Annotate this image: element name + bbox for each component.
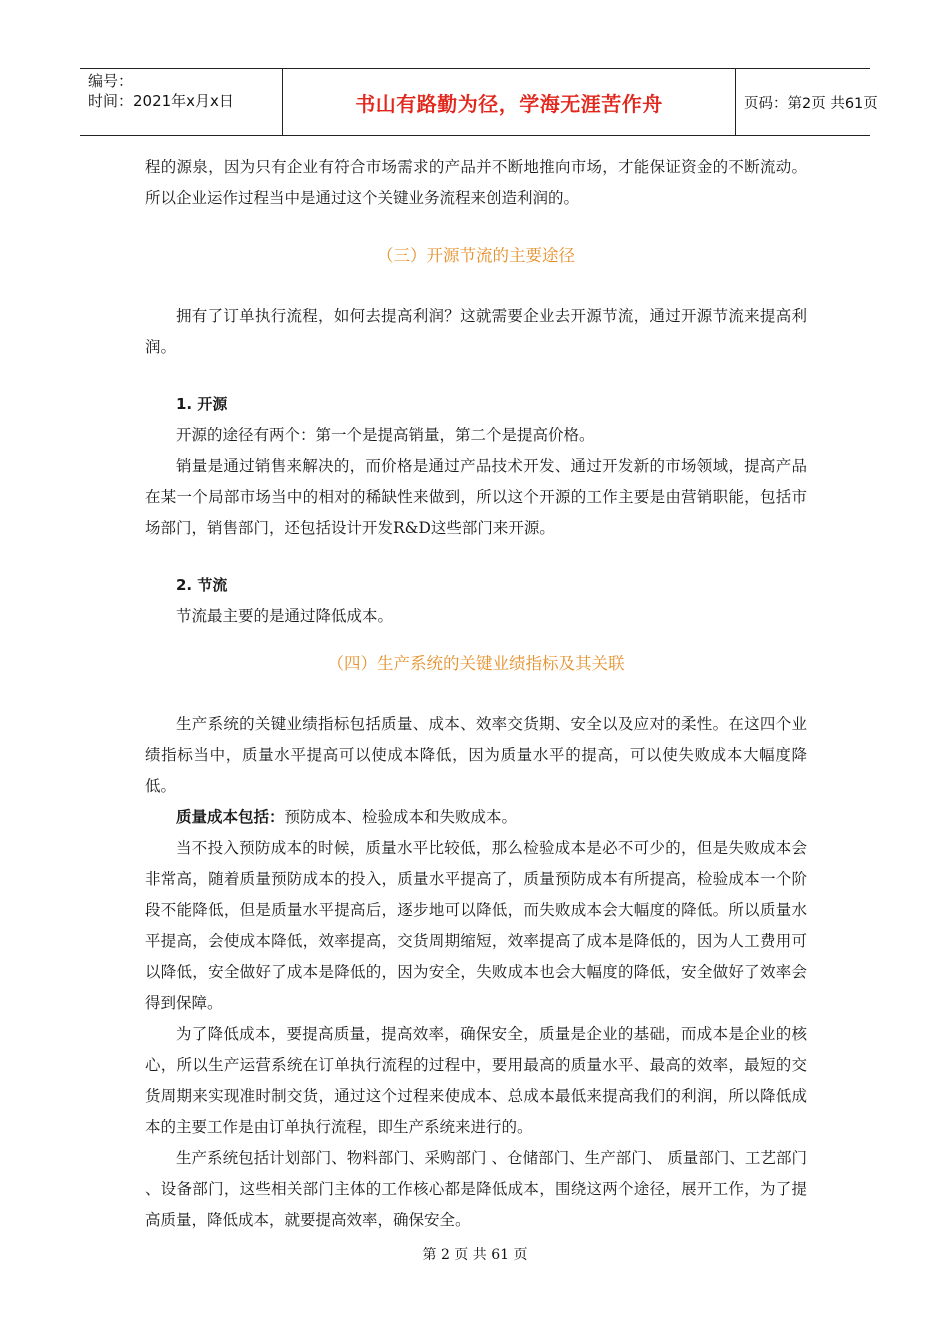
- quality-cost-text: 预防成本、检验成本和失败成本。: [284, 808, 518, 826]
- paragraph-section-4-b: 当不投入预防成本的时候，质量水平比较低，那么检验成本是必不可少的，但是失败成本会非常高，随着质量预防成本的投入，质量水平提高了，质量预防成本有所提高，检验成本一个阶段不能降低，但是质量水平提高后，逐步地可以降低，而失败成本会大幅度的降低。所以质量水平提高，会使成本降低，效率提高，交货周期缩短，效率提高了成本是降低的，因为人工费用可以降低，安全做好了成本是降低的，因为安全，失败成本也会大幅度的降低，安全做好了效率会得到保障。: [145, 839, 807, 1012]
- paragraph-intro: 程的源泉，因为只有企业有符合市场需求的产品并不断地推向市场，才能保证资金的不断流动。所以企业运作过程当中是通过这个关键业务流程来创造利润的。: [145, 158, 807, 207]
- paragraph-section-4-c: 为了降低成本，要提高质量，提高效率，确保安全，质量是企业的基础，而成本是企业的核心，所以生产运营系统在订单执行流程的过程中，要用最高的质量水平、最高的效率，最短的交货周期来实现准时制交货，通过这个过程来使成本、总成本最低来提高我们的利润，所以降低成本的主要工作是由订单执行流程，即生产系统来进行的。: [145, 1025, 807, 1136]
- paragraph-section-4-d: 生产系统包括计划部门、物料部门、采购部门 、仓储部门、生产部门、 质量部门、工艺部门 、设备部门，这些相关部门主体的工作核心都是降低成本，围绕这两个途径，展开工作，为了提高质量，降低成本，就要提高效率，确保安全。: [145, 1149, 807, 1229]
- section-3-title: （三）开源节流的主要途径: [377, 246, 575, 265]
- header-page-info: 页码：第2页 共61页: [744, 95, 878, 112]
- document-body: [145, 152, 807, 1236]
- paragraph-quality-cost: [145, 802, 807, 833]
- paragraph-open-source-a: 开源的途径有两个：第一个是提高销量，第二个是提高价格。: [176, 426, 595, 444]
- section-4-title: （四）生产系统的关键业绩指标及其关联: [327, 654, 625, 673]
- time-label: 时间：2021年x月x日: [88, 92, 234, 110]
- number-label: 编号：: [88, 72, 134, 90]
- header-motto: [283, 69, 736, 135]
- subsection-1-title: 1. 开源: [176, 395, 228, 413]
- header-meta: [80, 69, 283, 135]
- quality-cost-label: 质量成本包括：: [176, 808, 285, 826]
- paragraph-throttle: 节流最主要的是通过降低成本。: [176, 607, 394, 625]
- paragraph-section-3: 拥有了订单执行流程，如何去提高利润？这就需要企业去开源节流，通过开源节流来提高利润。: [145, 307, 807, 356]
- paragraph-open-source-b: 销量是通过销售来解决的，而价格是通过产品技术开发、通过开发新的市场领域，提高产品在某一个局部市场当中的相对的稀缺性来做到，所以这个开源的工作主要是由营销职能，包括市场部门，销售部门，还包括设计开发R&D这些部门来开源。: [145, 457, 807, 537]
- subsection-2-title: 2. 节流: [176, 576, 228, 594]
- paragraph-section-4-a: 生产系统的关键业绩指标包括质量、成本、效率交货期、安全以及应对的柔性。在这四个业绩指标当中，质量水平提高可以使成本降低，因为质量水平的提高，可以使失败成本大幅度降低。: [145, 715, 807, 795]
- motto-text: 书山有路勤为径，学海无涯苦作舟: [355, 91, 663, 116]
- page-header: [80, 68, 878, 136]
- page-footer: 第 2 页 共 61 页: [422, 1247, 528, 1263]
